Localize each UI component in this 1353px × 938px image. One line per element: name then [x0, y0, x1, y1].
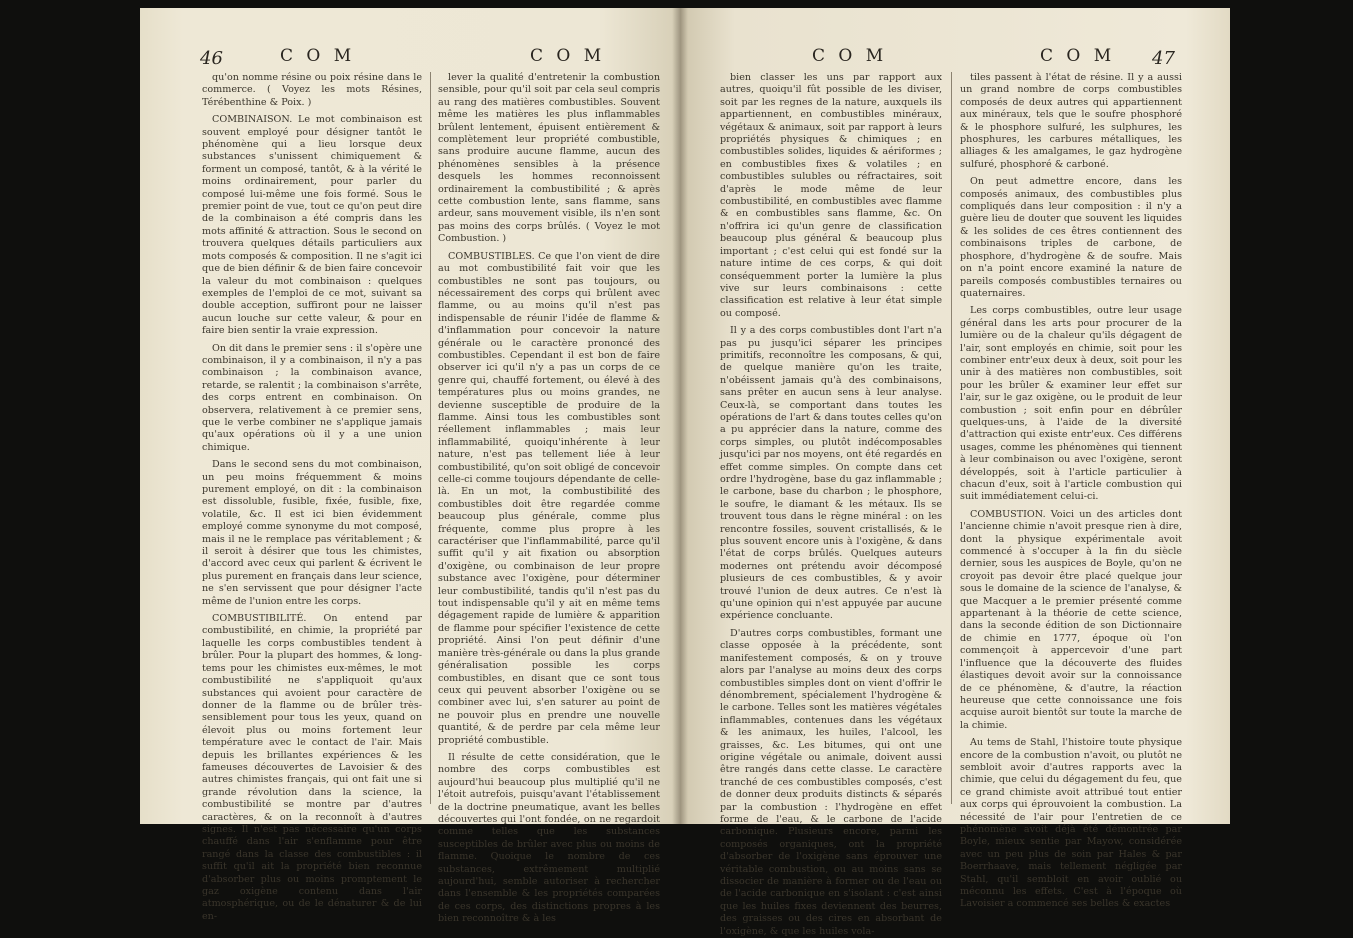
text-column — [960, 72, 1182, 910]
paragraph: COMBINAISON. Le mot combinaison est souvent employé pour désigner tantôt le phénomène qui a lieu lorsque deux substances s'unissent chimiquement & forment un composé, tantôt, & à la vérité le moins ordinairement, pour parler du composé lui-même une fois formé. Sous le premier point de vue, tout ce qu'on peut dire de la combinaison a été compris dans les mots affinité & attraction. Sous le second on trouvera quelques détails particuliers aux mots composés & composition. Il ne s'agit ici que de bien définir & de bien faire concevoir la valeur du mot combinaison : quelques exemples de l'emploi de ce mot, suivant sa double acception, suffiront pour ne laisser aucun louche sur cette valeur, & pour en faire bien sentir la vraie expression. — [202, 114, 422, 337]
running-head: C O M — [530, 46, 606, 66]
paragraph: bien classer les uns par rapport aux autres, quoiqu'il fût possible de les diviser, soit par les regnes de la nature, auxquels ils appartiennent, en combustibles minéraux, végétaux & animaux, soit par rapport à leurs propriétés physiques & chimiques ; en combustibles solides, liquides & aériformes ; en combustibles fixes & volatiles ; en combustibles sulubles ou réfractaires, soit d'après le mode même de leur combustibilité, en combustibles avec flamme & en combustibles sans flamme, &c. On n'offrira ici qu'un genre de classification beaucoup plus général & beaucoup plus important ; c'est celui qui est fondé sur la nature intime de ces corps, & qui doit conséquemment porter la lumière la plus vive sur leurs combinaisons : cette classification est relative à leur état simple ou composé. — [720, 72, 942, 319]
paragraph: On dit dans le premier sens : il s'opère une combinaison, il y a combinaison, il n'y a pas combinaison ; la combinaison avance, retarde, se ralentit ; la combinaison s'arrête, des corps entrent en combinaison. On observera, relativement à ce premier sens, que le verbe combiner ne s'applique jamais qu'aux opérations où il y a une union chimique. — [202, 342, 422, 453]
paragraph: Il y a des corps combustibles dont l'art n'a pas pu jusqu'ici séparer les principes primitifs, reconnoître les composans, & qui, de quelque manière qu'on les traite, n'obéissent jamais qu'à des combinaisons, sans prêter en aucun sens à leur analyse. Ceux-là, se comportant dans toutes les opérations de l'art & dans toutes celles qu'on a pu apprécier dans la nature, comme des corps simples, ou plutôt indécomposables jusqu'ici par nos moyens, ont été regardés en effet comme simples. On compte dans cet ordre l'hydrogène, base du gaz inflammable ; le carbone, base du charbon ; le phosphore, le soufre, le diamant & les métaux. Ils se trouvent tous dans le règne minéral : on les rencontre fossiles, souvent cristallisés, & le plus souvent encore unis à l'oxigène, & dans l'état de corps brûlés. Quelques auteurs modernes ont prétendu avoir décomposé plusieurs de ces combustibles, & y avoir trouvé l'union de deux autres. Ce n'est là qu'une opinion qui n'est appuyée par aucune expérience concluante. — [720, 325, 942, 622]
paragraph: Au tems de Stahl, l'histoire toute physique encore de la combustion n'avoit, ou plutôt ne sembloit avoir d'autres rapports avec la chimie, que celui du dégagement du feu, que ce grand chimiste avoit attribué tout entier aux corps qui éprouvoient la combustion. La nécessité de l'air pour l'entretien de ce phénomène avoit déjà été démontrée par Boyle, mieux sentie par Mayow, considérée avec un peu plus de soin par Hales & par Boerrhaave, mais tellement négligée par Stahl, qu'il sembloit en avoir oublié ou méconnu les effets. C'est à l'époque où Lavoisier a commencé ses belles & exactes — [960, 737, 1182, 910]
column-rule — [951, 72, 952, 804]
right-page — [680, 8, 1230, 937]
paragraph: Dans le second sens du mot combinaison, un peu moins fréquemment & moins purement employé, on dit : la combinaison est dissoluble, fusible, fixée, fusible, fixe, volatile, &c. Il est ici bien évidemment employé comme synonyme du mot composé, mais il ne le remplace pas véritablement ; & il seroit à désirer que tous les chimistes, d'accord avec ceux qui parlent & écrivent le plus purement en français dans leur science, ne s'en servissent que pour désigner l'acte même de l'union entre les corps. — [202, 459, 422, 607]
paragraph: COMBUSTION. Voici un des articles dont l'ancienne chimie n'avoit presque rien à dire, dont la physique expérimentale avoit commencé à s'occuper à la fin du siècle dernier, sous les auspices de Boyle, qu'on ne croyoit pas devoir être placé quelque jour sous le domaine de la science de l'analyse, & que Macquer a le premier présenté comme appartenant à la théorie de cette science, dans la seconde édition de son Dictionnaire de chimie en 1777, époque où l'on commençoit à appercevoir d'une part l'influence que la découverte des fluides élastiques devoit avoir sur la connoissance de ce phénomène, & d'autre, la réaction heureuse que cette connoissance une fois acquise auroit bientôt sur toute la marche de la chimie. — [960, 508, 1182, 731]
text-column — [438, 72, 660, 925]
book-gutter — [672, 8, 688, 824]
page-number: 46 — [200, 48, 223, 69]
paragraph: Les corps combustibles, outre leur usage général dans les arts pour procurer de la lumière ou de la chaleur qu'ils dégagent de l'air, sont employés en chimie, soit pour les combiner entr'eux deux à deux, soit pour les unir à des matières non combustibles, soit pour les brûler & examiner leur effet sur l'air, sur le gaz oxigène, ou le produit de leur combustion ; soit enfin pour en débrûler quelques-uns, à l'aide de la diversité d'attraction qui existe entr'eux. Ces différens usages, comme les phénomènes qui tiennent à leur combinaison ou avec l'oxigène, seront développés, soit à l'article particulier à chacun d'eux, soit à l'article combustion qui suit immédiatement celui-ci. — [960, 305, 1182, 503]
text-column — [202, 72, 422, 922]
paragraph: On peut admettre encore, dans les composés animaux, des combustibles plus compliqués dans leur composition : il n'y a guère lieu de douter que souvent les liquides & les solides de ces êtres contiennent des combinaisons triples de carbone, de phosphore, d'hydrogène & de soufre. Mais on n'a point encore examiné la nature de pareils composés combustibles ternaires ou quaternaires. — [960, 176, 1182, 299]
paragraph: COMBUSTIBILITÉ. On entend par combustibilité, en chimie, la propriété par laquelle les corps combustibles tendent à brûler. Pour la plupart des hommes, & long-tems pour les chimistes eux-mêmes, le mot combustibilité ne s'appliquoit qu'aux substances qui avoient pour caractère de donner de la flamme ou de brûler très-sensiblement pour tous les yeux, quand on élevoit plus ou moins fortement leur température avec le contact de l'air. Mais depuis les brillantes expériences & les fameuses découvertes de Lavoisier & des autres chimistes français, qui ont fait une si grande révolution dans la science, la combustibilité se montre par d'autres caractères, & on la reconnoît à d'autres signes. Il n'est pas nécessaire qu'un corps chauffé dans l'air s'enflamme pour être rangé dans la classe des combustibles : il suffit qu'il ait la propriété bien reconnue d'absorber plus ou moins promptement le gaz oxigène contenu dans l'air atmosphérique, ou de le dénaturer & de lui en- — [202, 613, 422, 922]
paragraph: tiles passent à l'état de résine. Il y a aussi un grand nombre de corps combustibles composés de deux autres qui appartiennent aux minéraux, tels que le soufre phosphoré & le phosphore sulfuré, les sulphures, les phosphures, les carbures métalliques, les alliages & les amalgames, le gaz hydrogène sulfuré, phosphoré & carboné. — [960, 72, 1182, 170]
page-number: 47 — [1152, 48, 1175, 69]
paragraph: COMBUSTIBLES. Ce que l'on vient de dire au mot combustibilité fait voir que les combustibles ne sont pas toujours, ou nécessairement des corps qui brûlent avec flamme, ou au moins qu'il n'est pas indispensable de réunir l'idée de flamme & d'inflammation pour concevoir la nature générale ou le caractère prononcé des combustibles. Cependant il est bon de faire observer ici qu'il n'y a pas un corps de ce genre qui, chauffé fortement, ou élevé à des températures plus ou moins grandes, ne devienne susceptible de produire de la flamme. Ainsi tous les combustibles sont réellement inflammables ; mais leur inflammabilité, quoiqu'inhérente à leur nature, n'est pas tellement liée à leur combustibilité, qu'on soit obligé de concevoir celle-ci comme toujours dépendante de celle-là. En un mot, la combustibilité des combustibles doit être regardée comme beaucoup plus générale, comme plus fréquente, comme plus propre à les caractériser que l'inflammabilité, parce qu'il suffit qu'il y ait fixation ou absorption d'oxigène, ou combinaison de leur propre substance avec l'oxigène, pour déterminer leur combustibilité, tandis qu'il n'est pas du tout indispensable qu'il y ait en même tems dégagement rapide de lumière & apparition de flamme pour spécifier l'existence de cette propriété. Ainsi l'on peut définir d'une manière très-générale ou dans la plus grande généralisation possible les corps combustibles, en disant que ce sont tous ceux qui peuvent absorber l'oxigène ou se combiner avec lui, s'en saturer au point de ne pouvoir plus en prendre une nouvelle quantité, & de perdre par cela même leur propriété combustible. — [438, 250, 660, 746]
left-page — [140, 8, 680, 925]
running-head: C O M — [812, 46, 888, 66]
text-column — [720, 72, 942, 937]
paragraph: qu'on nomme résine ou poix résine dans le commerce. ( Voyez les mots Résines, Térébenthine & Poix. ) — [202, 72, 422, 108]
paragraph: Il résulte de cette considération, que le nombre des corps combustibles est aujourd'hui beaucoup plus multiplié qu'il ne l'étoit autrefois, puisqu'avant l'établissement de la doctrine pneumatique, avant les belles découvertes qui l'ont fondée, on ne regardoit comme telles que les substances susceptibles de brûler avec plus ou moins de flamme. Quoique le nombre de ces substances, extrêmement multiplié aujourd'hui, semble autoriser à rechercher dans l'ensemble & les propriétés comparées de ces corps, des distinctions propres à les bien reconnoître & à les — [438, 751, 660, 925]
running-head: C O M — [1040, 46, 1116, 66]
column-rule — [430, 72, 431, 804]
paragraph: D'autres corps combustibles, formant une classe opposée à la précédente, sont manifestement composés, & on y trouve alors par l'analyse au moins deux des corps combustibles simples dont on vient d'offrir le dénombrement, spécialement l'hydrogène & le carbone. Telles sont les matières végétales inflammables, contenues dans les végétaux & les animaux, les huiles, l'alcool, les graisses, &c. Les bitumes, qui ont une origine végétale ou animale, doivent aussi être rangés dans cette classe. Le caractère tranché de ces combustibles composés, c'est de donner deux produits distincts & séparés par la combustion : l'hydrogène en effet forme de l'eau, & le carbone de l'acide carbonique. Plusieurs encore, parmi les composés organiques, ont la propriété d'absorber de l'oxigène sans éprouver une véritable combustion, ou au moins sans se dissocier de manière à former ou de l'eau ou de l'acide carbonique en s'isolant : c'est ainsi que les huiles fixes deviennent des beurres, des graisses ou des cires en absorbant de l'oxigène, & que les huiles vola- — [720, 627, 942, 937]
running-head: C O M — [280, 46, 356, 66]
paragraph: lever la qualité d'entretenir la combustion sensible, pour qu'il soit par cela seul compris au rang des matières combustibles. Souvent même les matières les plus inflammables brûlent lentement, épuisent entièrement & complètement leur propriété combustible, sans produire aucune flamme, aucun des phénomènes sensibles à la présence desquels les hommes reconnoissent ordinairement la combustibilité ; & après cette combustion lente, sans flamme, sans ardeur, sans mouvement visible, ils n'en sont pas moins des corps brûlés. ( Voyez le mot Combustion. ) — [438, 72, 660, 245]
